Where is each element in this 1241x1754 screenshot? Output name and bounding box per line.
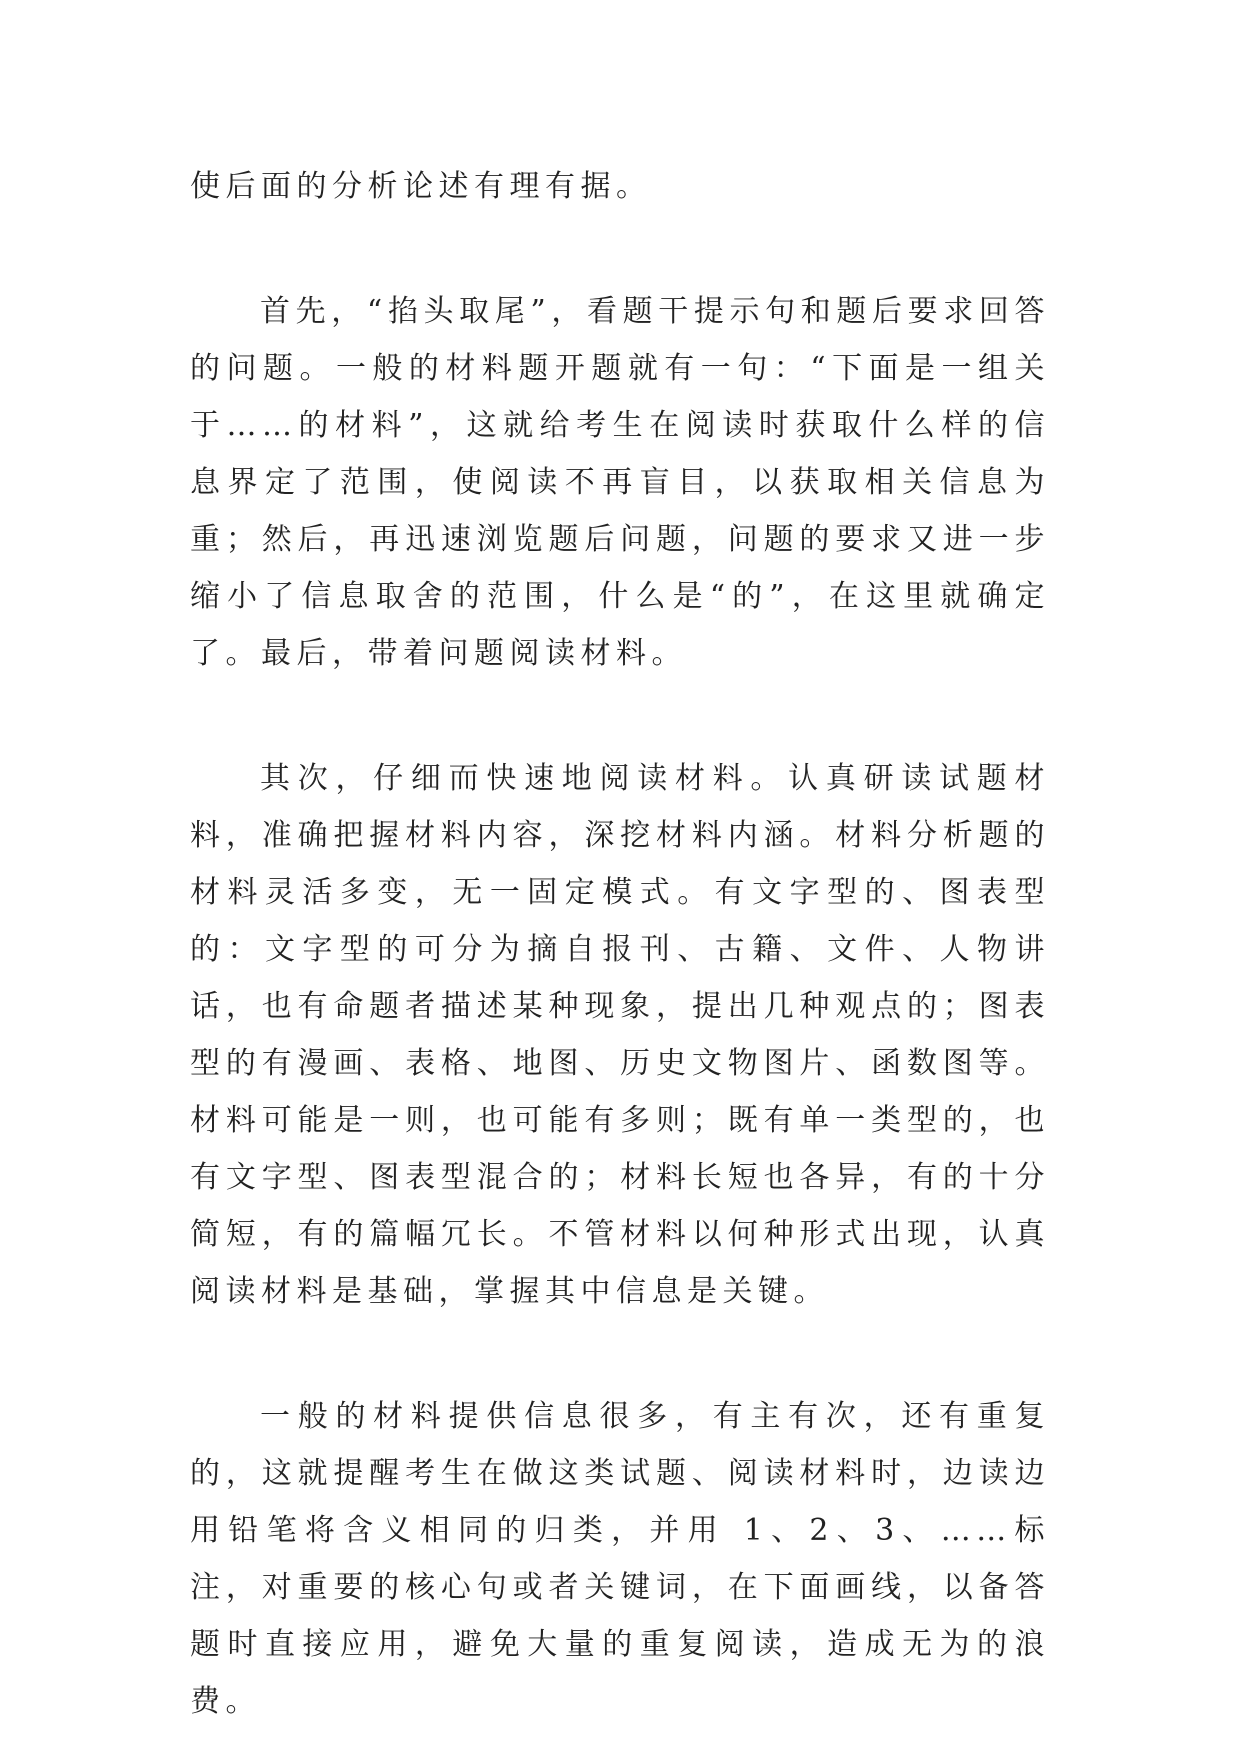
paragraph-continuation: 使后面的分析论述有理有据。 [190,169,652,204]
paragraph-first-step: 首先，“掐头取尾”，看题干提示句和题后要求回答的问题。一般的材料题开题就有一句：“下面是一组关于……的材料”，这就给考生在阅读时获取什么样的信息界定了范围，使阅读不再盲目，以获取相关信息为重；然后，再迅速浏览题后问题，问题的要求又进一步缩小了信息取舍的范围，什么是“的”，在这里就确定了。最后，带着问题阅读材料。 [190,294,1050,671]
paragraph-annotation-tip: 一般的材料提供信息很多，有主有次，还有重复的，这就提醒考生在做这类试题、阅读材料时，边读边用铅笔将含义相同的归类，并用 1、2、3、……标注，对重要的核心句或者关键词，在下面画线，以备答题时直接应用，避免大量的重复阅读，造成无为的浪费。 [190,1399,1050,1719]
document-body [190,158,1050,1730]
paragraph-second-step: 其次，仔细而快速地阅读材料。认真研读试题材料，准确把握材料内容，深挖材料内涵。材料分析题的材料灵活多变，无一固定模式。有文字型的、图表型的：文字型的可分为摘自报刊、古籍、文件、人物讲话，也有命题者描述某种现象，提出几种观点的；图表型的有漫画、表格、地图、历史文物图片、函数图等。材料可能是一则，也可能有多则；既有单一类型的，也有文字型、图表型混合的；材料长短也各异，有的十分简短，有的篇幅冗长。不管材料以何种形式出现，认真阅读材料是基础，掌握其中信息是关键。 [190,761,1050,1309]
